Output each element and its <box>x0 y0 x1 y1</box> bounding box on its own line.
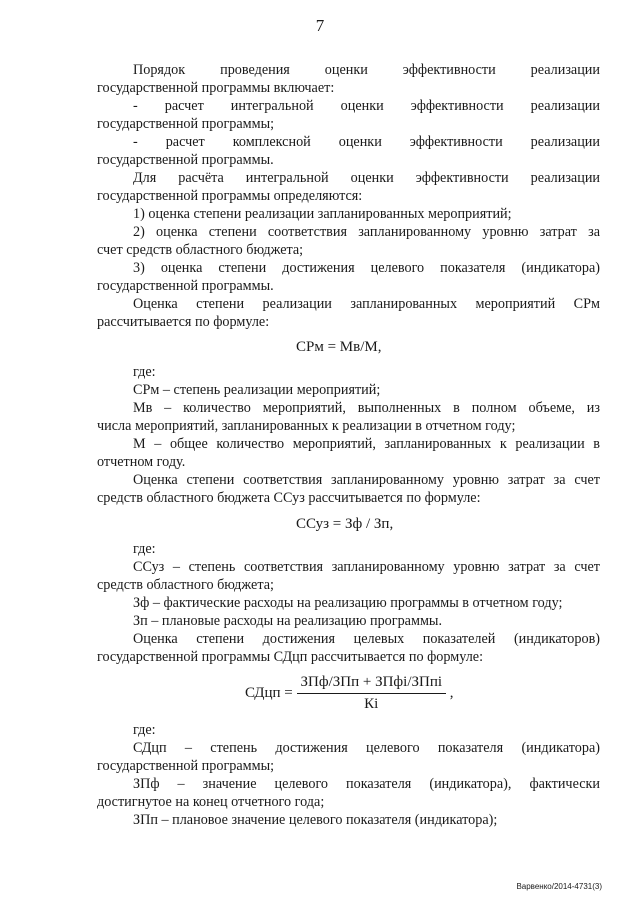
text-line: Зф – фактические расходы на реализацию программы в отчетном году; <box>133 595 563 611</box>
text-line: рассчитывается по формуле: <box>97 314 270 330</box>
text-line: государственной программы; <box>97 758 275 774</box>
text-line: - расчет интегральной оценки эффективности реализации <box>133 98 600 114</box>
text-line: СРм – степень реализации мероприятий; <box>133 382 381 398</box>
text-line: Оценка степени достижения целевых показателей (индикаторов) <box>133 631 600 647</box>
formula-tail: , <box>449 684 454 701</box>
text-line: ЗПф – значение целевого показателя (индикатора), фактически <box>133 776 600 792</box>
text-line: средств областного бюджета; <box>97 577 274 593</box>
formula-numerator: ЗПф/ЗПп + ЗПфi/ЗПпi <box>297 674 447 694</box>
text-line: СДцп – степень достижения целевого показателя (индикатора) <box>133 740 600 756</box>
text-line: где: <box>133 364 156 380</box>
text-line: числа мероприятий, запланированных к реализации в отчетном году; <box>97 418 516 434</box>
page-number: 7 <box>315 16 325 35</box>
text-line: М – общее количество мероприятий, запланированных к реализации в <box>133 436 600 452</box>
formula-lhs: СДцп = <box>245 684 293 701</box>
text-line: отчетном году. <box>97 454 186 470</box>
text-line: государственной программы определяются: <box>97 188 363 204</box>
text-line: ЗПп – плановое значение целевого показателя (индикатора); <box>133 812 498 828</box>
text-line: Зп – плановые расходы на реализацию программы. <box>133 613 443 629</box>
text-line: Для расчёта интегральной оценки эффективности реализации <box>133 170 600 186</box>
text-line: Оценка степени соответствия запланированному уровню затрат за счет <box>133 472 600 488</box>
formula-sdcp <box>245 674 454 713</box>
text-line: достигнутое на конец отчетного года; <box>97 794 325 810</box>
text-line: счет средств областного бюджета; <box>97 242 304 258</box>
text-line: средств областного бюджета ССуз рассчитывается по формуле: <box>97 490 481 506</box>
footer-reference: Варвенко/2014-4731(3) <box>516 882 602 891</box>
formula-denominator: Кi <box>364 696 379 712</box>
text-line: - расчет комплексной оценки эффективности реализации <box>133 134 600 150</box>
text-line: государственной программы. <box>97 278 274 294</box>
text-line: государственной программы. <box>97 152 274 168</box>
text-line: государственной программы включает: <box>97 80 335 96</box>
text-line: государственной программы; <box>97 116 275 132</box>
text-line: Порядок проведения оценки эффективности реализации <box>133 62 600 78</box>
text-line: Мв – количество мероприятий, выполненных в полном объеме, из <box>133 400 600 416</box>
text-line: 2) оценка степени соответствия запланированному уровню затрат за <box>133 224 600 240</box>
text-line: Оценка степени реализации запланированных мероприятий СРм <box>133 296 600 312</box>
formula-cpm: СРм = Мв/М, <box>296 339 382 355</box>
text-line: где: <box>133 541 156 557</box>
text-line: 1) оценка степени реализации запланированных мероприятий; <box>133 206 512 222</box>
formula-ccuz: ССуз = Зф / Зп, <box>296 516 394 532</box>
text-line: государственной программы СДцп рассчитывается по формуле: <box>97 649 484 665</box>
text-line: 3) оценка степени достижения целевого показателя (индикатора) <box>133 260 600 276</box>
text-line: где: <box>133 722 156 738</box>
text-line: ССуз – степень соответствия запланированному уровню затрат за счет <box>133 559 600 575</box>
formula-fraction <box>297 674 447 713</box>
